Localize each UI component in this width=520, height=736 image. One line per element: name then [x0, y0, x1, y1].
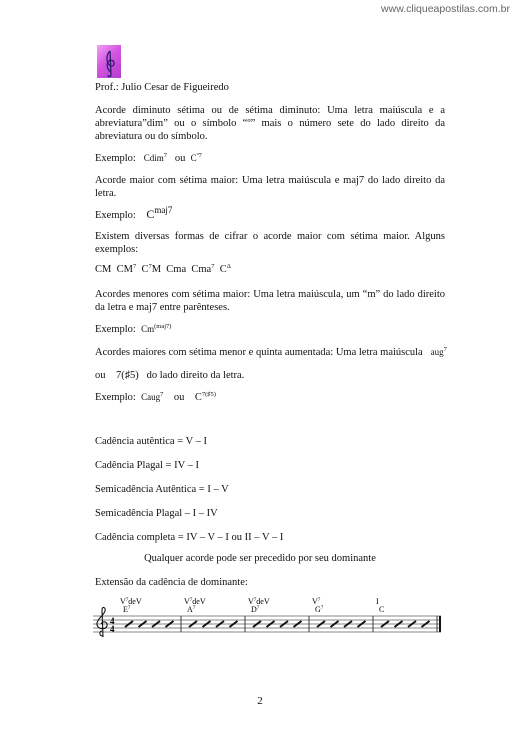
roman-numeral-label: $V^7deV$	[120, 597, 142, 606]
site-url[interactable]: www.cliqueapostilas.com.br	[381, 3, 510, 15]
roman-numeral-label: $V^7deV$	[248, 597, 270, 606]
chord-c-dim-symbol: $C^{º7}$	[190, 152, 202, 163]
or-word: ou	[173, 392, 185, 403]
chord-c7m: $C^7M$	[141, 263, 162, 275]
minor-maj7-example	[95, 323, 171, 336]
chord-symbol-label: $E^7$	[123, 605, 131, 614]
maj7-example	[95, 205, 173, 222]
aug-alternative: ou 7(♯5) do lado direito da letra.	[95, 370, 245, 381]
dominant-note: Qualquer acorde pode ser precedido por seu dominante	[144, 553, 376, 564]
semicadence-plagal: Semicadência Plagal – I – IV	[95, 508, 218, 519]
roman-numeral-label: $V^7$	[312, 597, 321, 606]
chord-cm: CM	[95, 264, 112, 275]
chord-caug7: Caug$^7$	[141, 391, 164, 402]
extension-title: Extensão da cadência de dominante:	[95, 577, 248, 588]
chord-cma7: Cma$^7$	[191, 263, 215, 275]
minor-maj7-definition: Acordes menores com sétima maior: Uma letra maiúscula, um “m” do lado direito da letra e maj7 entre parênteses.	[95, 289, 445, 313]
music-staff	[93, 596, 441, 642]
diminished-example	[95, 152, 202, 165]
treble-clef-logo	[97, 45, 121, 78]
time-signature-bottom: 4	[110, 624, 115, 634]
example-label: Exemplo:	[95, 210, 136, 221]
aug-definition: Acordes maiores com sétima menor e quinta aumentada: Uma letra maiúscula aug$^7$	[95, 346, 447, 358]
roman-numeral-label: I	[376, 597, 379, 606]
aug-example	[95, 391, 216, 404]
semicadence-authentic: Semicadência Autêntica = I – V	[95, 484, 229, 495]
chord-symbol-label: $G^7$	[315, 605, 324, 614]
chord-c7-sharp5: $C^{7(♯5)}$	[194, 391, 216, 403]
chord-cdim7: Cdim$^7$	[143, 152, 167, 163]
chord-symbol-label: $A^7$	[187, 605, 196, 614]
or-word: ou	[174, 153, 186, 164]
author-line: Prof.: Julio Cesar de Figueiredo	[95, 82, 229, 93]
forms-list	[95, 263, 231, 276]
diminished-definition: Acorde diminuto sétima ou de sétima diminuto: Uma letra maiúscula e a abreviatura”dim” ou o símbolo “º” mais o número sete do lado direito da abreviatura ou do símbolo.	[95, 105, 445, 142]
cadence-authentic: Cadência autêntica = V – I	[95, 436, 207, 447]
chord-symbol-label: $D^7$	[251, 605, 260, 614]
cadence-plagal: Cadência Plagal = IV – I	[95, 460, 199, 471]
sharp-five-symbol: 7(♯5)	[116, 370, 139, 381]
forms-definition: Existem diversas formas de cifrar o acorde maior com sétima maior. Alguns exemplos:	[95, 231, 445, 255]
or-word: ou	[95, 370, 106, 381]
chord-c-delta: $C^\Delta$	[219, 263, 231, 275]
chord-cm7: $CM^7$	[116, 263, 137, 275]
example-label: Exemplo:	[95, 392, 136, 403]
roman-numeral-label: $V^7deV$	[184, 597, 206, 606]
page-number: 2	[257, 695, 263, 707]
chord-cmaj7: $C^{maj7}$	[146, 205, 173, 221]
maj7-definition: Acorde maior com sétima maior: Uma letra maiúscula e maj7 do lado direito da letra.	[95, 175, 445, 199]
example-label: Exemplo:	[95, 324, 136, 335]
chord-cma: Cma	[166, 264, 187, 275]
cadence-complete: Cadência completa = IV – V – I ou II – V – I	[95, 532, 284, 543]
chord-aug7: aug$^7$	[430, 346, 447, 357]
chord-cm-maj7: $Cm^{(maj7)}$	[141, 323, 172, 334]
treble-clef-icon	[97, 607, 107, 637]
time-signature-top: 4	[110, 616, 115, 626]
example-label: Exemplo:	[95, 153, 136, 164]
chord-symbol-label: C	[379, 605, 385, 614]
